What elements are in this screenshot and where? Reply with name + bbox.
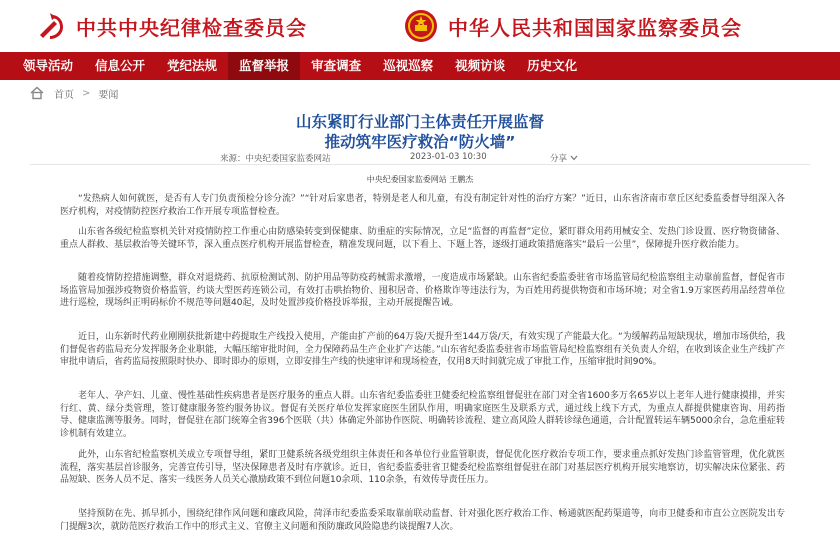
article-title-line2: 推动筑牢医疗救治“防火墙” [324,133,516,151]
nav-item-video[interactable]: 视频访谈 [455,58,506,73]
party-emblem-icon [32,9,66,43]
share-button[interactable] [550,152,578,164]
article-paragraph: 老年人、孕产妇、儿童、慢性基础性疾病患者是医疗服务的重点人群。山东省纪委监委驻卫健委纪检监察组督促驻在部门对全省1600多万名65岁以上老年人进行健康摸排，并实行红、黄、绿分类管理，签订健康服务签约服务协议。督促有关医疗单位发挥家庭医生团队作用，明确家庭医生及联系方式，通过线上线下方式，为重点人群提供健康咨询、用药指导、健康监测等服务。同时，督促驻在部门统筹全省396个医联（共）体确定外部协作医院、明确转诊流程、建立高风险人群转诊绿色通道，合计配置转运车辆5000余台，急危重症转诊机制有效建立。 [60,391,785,439]
share-label: 分享 [550,154,568,164]
nav-item-regulations[interactable]: 党纪法规 [167,58,218,73]
article-paragraph: 随着疫情防控措施调整，群众对退烧药、抗原检测试剂、防护用品等防疫药械需求激增，一度造成市场紧缺。山东省纪委监委驻省市场监管局纪检监察组主动靠前监督，督促省市场监管局加强涉疫物资价格监管，约谈大型医药连锁公司，有效打击哄抬物价、囤积居奇、价格欺诈等违法行为，为百姓用药提供物资和市场环境；对全省1.9万家医药用品经营单位进行巡检，现场纠正明码标价不规范等问题40起，及时处置涉疫价格投诉举报，主动开展提醒告诫。 [60,273,785,309]
nav-item-inspection[interactable]: 巡视巡察 [383,58,434,73]
article-meta [220,152,620,164]
ccdi-name: 中共中央纪律检查委员会 [76,15,307,40]
chevron-down-icon [570,155,578,161]
article-paragraph: 此外，山东省纪检监察机关成立专项督导组，紧盯卫健系统各级党组织主体责任和各单位行业监管职责，督促优化医疗救治专项工作，要求重点抓好发热门诊监管管理，优化就医流程，落实基层首诊服务，完善宣传引导，坚决保障患者及时有序就诊。近日，省纪委监委驻省卫健委纪检监察组督促驻在部门对基层医疗机构开展实地察访，切实解决床位紧张、药品短缺、医务人员不足、落实一线医务人员关心激励政策不到位问题10余项、110余条，有效传导责任压力。 [60,450,785,486]
article-source: 来源：中央纪委国家监委网站 [220,154,331,164]
article-paragraph: “发热病人如何就医，是否有人专门负责预检分诊分流？”“针对后家患者，特别是老人和儿童，有没有制定针对性的治疗方案？”近日，山东省济南市章丘区纪委监委督导组深入各医疗机构，对疫情防控医疗救治工作开展专项监督检查。 [60,194,785,217]
ccdi-brand[interactable] [32,9,307,43]
breadcrumb-separator: > [82,87,91,99]
article-title-line1: 山东紧盯行业部门主体责任开展监督 [295,113,544,131]
breadcrumb [30,84,118,102]
nav-item-investigation[interactable]: 审查调查 [311,58,362,73]
nav-item-history[interactable]: 历史文化 [527,58,578,73]
breadcrumb-home[interactable]: 首页 [54,89,74,101]
article-paragraph: 近日，山东新时代药业刚刚获批新建中药提取生产线投入使用，产能由扩产前的64万袋/天提升至144万袋/天，有效实现了产能最大化。“为缓解药品短缺现状，增加市场供给，我们督促省药监局充分发挥服务企业职能，大幅压缩审批时间，全力保障药品生产企业扩产达能。”山东省纪委监委驻省市场监管局纪检监察组有关负责人介绍，在收到该企业生产线扩产审批申请后，省药监局按照限时快办、即时即办的原则，立即安排生产线的快速审评和现场检查，仅用8天时间就完成了审批工作，压缩审批时间90%。 [60,332,785,368]
nav-item-leadership[interactable]: 领导活动 [23,58,74,73]
nav-item-report[interactable]: 监督举报 [228,52,300,80]
article-byline: 中央纪委国家监委网站 王鹏杰 [366,175,474,184]
meta-divider [30,164,810,165]
article-paragraph: 坚持预防在先、抓早抓小，围绕纪律作风问题和廉政风险，菏泽市纪委监委采取靠前联动监督、针对强化医疗救治工作、畅通就医配药渠道等，向市卫健委和市直公立医院发出专门提醒3次，就防范医疗救治工作中的形式主义、官僚主义问题和预防廉政风险隐患约谈提醒7人次。 [60,509,785,532]
article-paragraph: 山东省各级纪检监察机关针对疫情防控工作重心由防感染转变到保健康、防重症的实际情况，立足“监督的再监督”定位，紧盯群众用药用械安全、发热门诊设置、医疗物资储备、重点人群救、基层救治等关键环节，深入重点医疗机构开展监督检查，精准发现问题，以下看上、下题上答，逐级打通政策措施落实“最后一公里”，保障提升医疗救治能力。 [60,227,785,250]
national-emblem-icon [404,9,438,43]
nsc-brand[interactable] [404,9,742,43]
site-header [0,0,840,52]
home-icon [30,86,44,100]
breadcrumb-current[interactable]: 要闻 [98,89,119,101]
main-nav [0,52,840,80]
nsc-name: 中华人民共和国国家监察委员会 [448,15,742,40]
article-time: 2023-01-03 10:30 [410,152,487,162]
nav-item-disclosure[interactable]: 信息公开 [95,58,146,73]
